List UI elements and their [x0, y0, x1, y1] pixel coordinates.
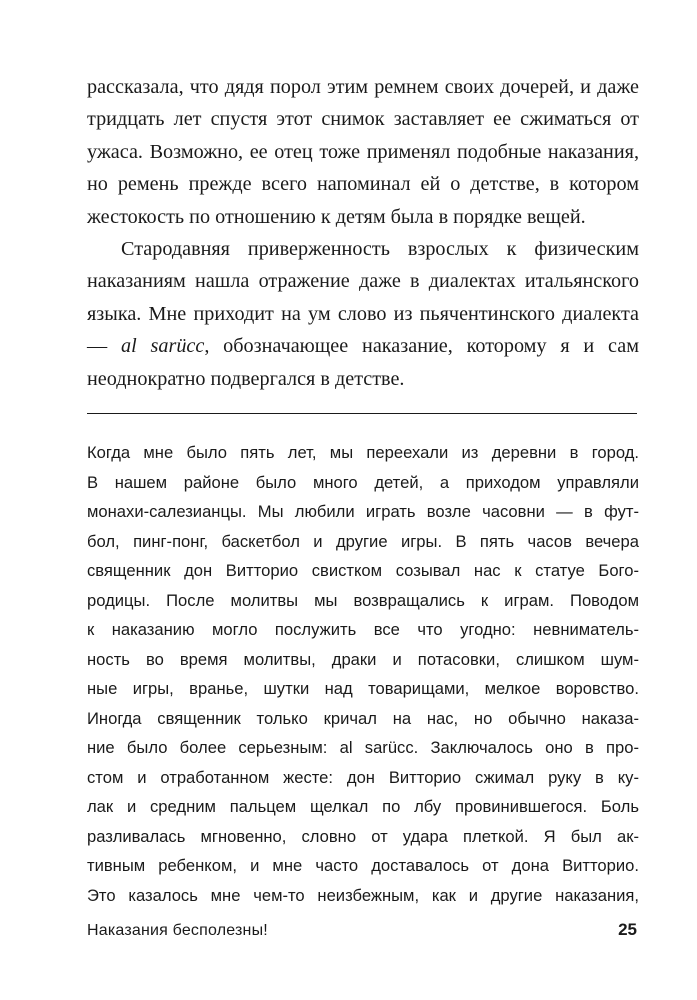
quote-line: к наказанию могло послужить все что угодно: невниматель-: [87, 620, 639, 639]
paragraph-2: [87, 233, 639, 395]
quote-line: В нашем районе было много детей, а приходом управляли: [87, 472, 639, 492]
quote-line: тивным ребенком, и мне часто доставалось от дона Витторио.: [87, 856, 639, 875]
section-divider: [87, 413, 637, 414]
quote-line: родицы. После молитвы мы возвращались к играм. Поводом: [87, 590, 639, 610]
quote-line: ные игры, вранье, шутки над товарищами, мелкое воровство.: [87, 679, 639, 698]
quote-line: монахи-салезианцы. Мы любили играть возле часовни — в фут-: [87, 502, 639, 521]
quote-line: стом и отработанном жесте: дон Витторио сжимал руку в ку-: [87, 767, 639, 787]
quote-line: Это казалось мне чем-то неизбежным, как и другие наказания,: [87, 885, 639, 905]
quote-line: разливалась мгновенно, словно от удара плеткой. Я был ак-: [87, 826, 639, 846]
main-text: [87, 71, 639, 395]
paragraph-2-text-after: , обозначающее наказание, которому я и сам неоднократно подвергался в детстве.: [87, 335, 639, 390]
dialect-term: al sarücc: [121, 335, 205, 358]
paragraph-1: рассказала, что дядя порол этим ремнем своих дочерей, и даже тридцать лет спустя этот снимок заставляет ее сжиматься от ужаса. Возможно, ее отец тоже применял подобные наказания, но ремень прежде всего напоминал ей о детстве, в котором жестокость по отношению к детям была в порядке вещей.: [87, 76, 639, 228]
quote-line: ность во время молитвы, драки и потасовки, слишком шум-: [87, 649, 639, 669]
quote-line: священник дон Витторио свистком созывал нас к статуе Бого-: [87, 561, 639, 580]
quote-line: бол, пинг-понг, баскетбол и другие игры. В пять часов вечера: [87, 531, 639, 551]
running-footer-title: Наказания бесполезны!: [87, 922, 268, 939]
quote-block: [87, 438, 639, 910]
quote-line: Когда мне было пять лет, мы переехали из деревни в город.: [87, 443, 639, 462]
quote-line: лак и средним пальцем щелкал по лбу провинившегося. Боль: [87, 797, 639, 816]
paragraph-2-text-before: Стародавняя приверженность взрослых к физическим наказаниям нашла отражение даже в диалектах итальянского языка. Мне приходит на ум слово из пьячентинского диалекта —: [87, 238, 639, 358]
page-number: 25: [618, 920, 637, 939]
quote-line: ние было более серьезным: al sarücc. Заключалось оно в про-: [87, 738, 639, 757]
quote-line: Иногда священник только кричал на нас, но обычно наказа-: [87, 708, 639, 728]
